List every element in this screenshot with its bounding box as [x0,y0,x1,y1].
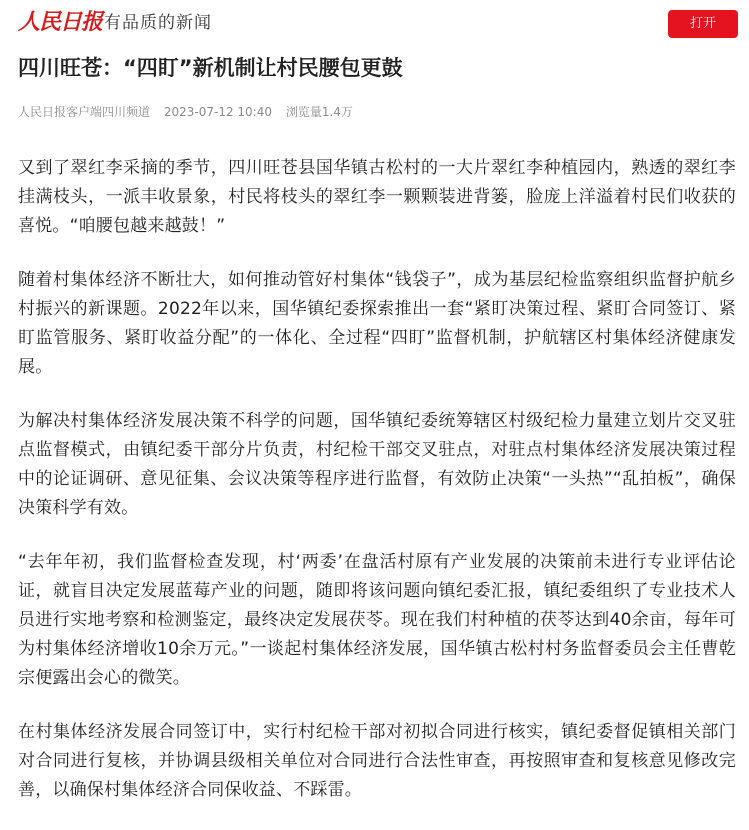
article-source: 人民日报客户端四川频道 [18,105,151,119]
paragraph: 随着村集体经济不断壮大，如何推动管好村集体“钱袋子”，成为基层纪检监察组织监督护航乡村振兴的新课题。2022年以来，国华镇纪委探索推出一套“紧盯决策过程、紧盯合同签订、紧盯监管服务、紧盯收益分配”的一体化、全过程“四盯”监督机制，护航辖区村集体经济健康发展。 [18,270,736,377]
logo-text[interactable]: 人民日报 [18,9,103,35]
paragraph: 为解决村集体经济发展决策不科学的问题，国华镇纪委统筹辖区村级纪检力量建立划片交叉驻点监督模式，由镇纪委干部分片负责，村纪检干部交叉驻点，对驻点村集体经济发展决策过程中的论证调研、意见征集、会议决策等程序进行监督，有效防止决策“一头热”“乱拍板”，确保决策科学有效。 [18,411,736,518]
paragraph: “去年年初，我们监督检查发现，村‘两委’在盘活村原有产业发展的决策前未进行专业评估论证，就盲目决定发展蓝莓产业的问题，随即将该问题向镇纪委汇报，镇纪委组织了专业技术人员进行实地考察和检测鉴定，最终决定发展茯苓。现在我们村种植的茯苓达到40余亩，每年可为村集体经济增收10余万元。”一谈起村集体经济发展，国华镇古松村村务监督委员会主任曹乾宗便露出会心的微笑。 [18,552,736,688]
top-bar [0,0,749,46]
article-meta [18,103,363,121]
paragraph: 又到了翠红李采摘的季节，四川旺苍县国华镇古松村的一大片翠红李种植园内，熟透的翠红李挂满枝头，一派丰收景象，村民将枝头的翠红李一颗颗装进背篓，脸庞上洋溢着村民们收获的喜悦。“咱腰包越来越鼓！” [18,158,736,236]
article-views: 浏览量1.4万 [285,105,353,119]
article-title: 四川旺苍：“四盯”新机制让村民腰包更鼓 [18,56,403,80]
paragraph: 在村集体经济发展合同签订中，实行村纪检干部对初拟合同进行核实，镇纪委督促镇相关部门对合同进行复核，并协调县级相关单位对合同进行合法性审查，再按照审查和复核意见修改完善，以确保村集体经济合同保收益、不踩雷。 [18,722,736,800]
article-datetime: 2023-07-12 10:40 [163,105,272,119]
slogan: 有品质的新闻 [104,13,212,33]
open-app-button[interactable]: 打开 [668,10,738,38]
article-body [18,154,736,830]
